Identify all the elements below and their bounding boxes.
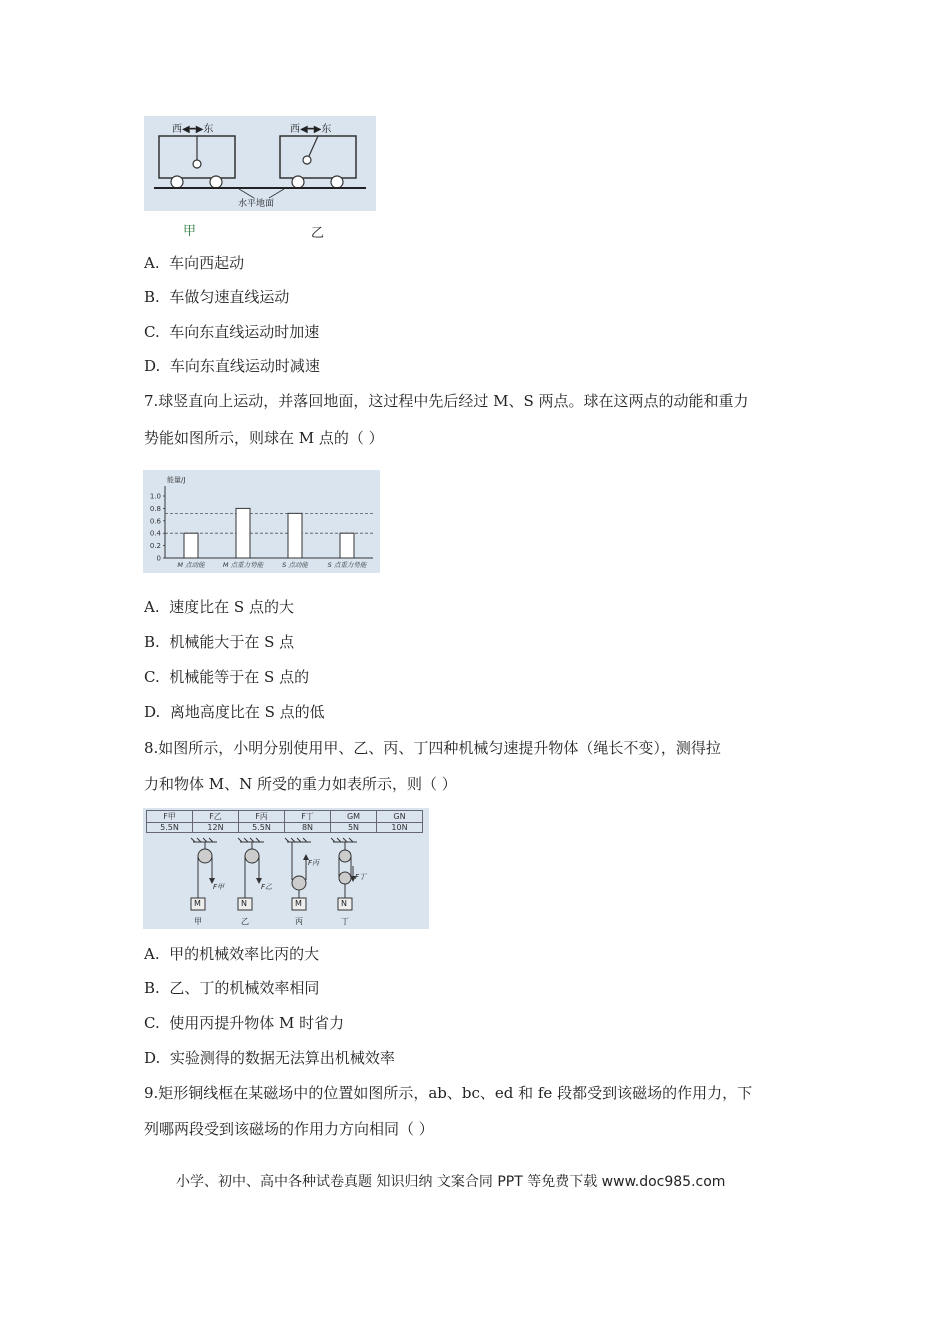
page-footer: 小学、初中、高中各种试卷真题 知识归纳 文案合同 PPT 等免费下载 www.doc985.com	[176, 1174, 726, 1190]
force-label-bing: F丙	[308, 859, 320, 867]
direction-label-left: 西◀━▶东	[172, 124, 214, 135]
energy-chart	[143, 470, 380, 573]
q8-stem-line1: 8.如图所示，小明分别使用甲、乙、丙、丁四种机械匀速提升物体（绳长不变），测得拉	[144, 739, 721, 757]
pulley-caption: 丁	[341, 917, 349, 926]
option-letter: A.	[144, 254, 160, 272]
y-tick-label: 0	[156, 554, 161, 563]
bar	[340, 533, 354, 558]
q6-option-a	[144, 253, 244, 273]
force-label-jia: F甲	[213, 883, 225, 891]
q8-option-d	[144, 1048, 395, 1068]
option-text: 离地高度比在 S 点的低	[169, 703, 325, 721]
q8-option-a	[144, 944, 319, 964]
q9-stem-line2: 列哪两段受到该磁场的作用力方向相同（ ）	[144, 1120, 434, 1138]
q7-stem-line1: 7.球竖直向上运动，并落回地面，这过程中先后经过 M、S 两点。球在这两点的动能和重力	[144, 392, 749, 410]
option-text: 甲的机械效率比丙的大	[169, 945, 320, 963]
q7-option-d	[144, 702, 325, 722]
category-label: S 点动能	[282, 561, 308, 569]
option-letter: C.	[144, 323, 160, 341]
table-cell: 5.5N	[147, 823, 193, 833]
category-label: M 点重力势能	[222, 561, 264, 569]
y-axis-label: 能量/J	[167, 476, 186, 484]
table-header-cell: F乙	[193, 811, 239, 823]
y-tick-label: 1.0	[149, 492, 161, 501]
option-letter: D.	[144, 703, 161, 721]
option-text: 车做匀速直线运动	[169, 288, 290, 306]
force-label-ding: F丁	[355, 873, 367, 881]
caption-yi: 乙	[311, 226, 325, 241]
q6-option-c	[144, 322, 319, 342]
option-letter: B.	[144, 979, 160, 997]
category-label: M 点动能	[177, 561, 205, 569]
option-text: 车向西起动	[169, 254, 245, 272]
y-tick-label: 0.2	[149, 542, 161, 551]
option-letter: A.	[144, 598, 160, 616]
pulley-figure	[143, 808, 429, 929]
pulley-caption: 丙	[295, 917, 303, 926]
force-label-yi: F乙	[261, 883, 273, 891]
table-cell: 8N	[285, 823, 331, 833]
caption-jia: 甲	[183, 224, 197, 239]
category-label: S 点重力势能	[327, 561, 367, 569]
bar	[184, 533, 198, 558]
pulley-caption: 乙	[241, 917, 249, 926]
option-letter: D.	[144, 1049, 161, 1067]
option-letter: A.	[144, 945, 160, 963]
y-tick-label: 0.4	[149, 529, 161, 538]
bar	[236, 508, 250, 558]
block-label: N	[341, 899, 347, 908]
pulley-caption: 甲	[194, 917, 202, 926]
energy-chart-svg	[143, 470, 380, 573]
q8-option-c	[144, 1013, 344, 1033]
table-header-cell: GN	[377, 811, 423, 823]
option-text: 机械能等于在 S 点的	[169, 668, 310, 686]
option-letter: C.	[144, 668, 160, 686]
cart-figure	[144, 116, 376, 211]
q9-stem-line1: 9.矩形铜线框在某磁场中的位置如图所示，ab、bc、ed 和 fe 段都受到该磁场的作用力，下	[144, 1084, 753, 1102]
option-text: 速度比在 S 点的大	[169, 598, 294, 616]
q7-option-b	[144, 632, 294, 652]
y-tick-label: 0.6	[149, 517, 161, 526]
ground-label: 水平地面	[238, 199, 275, 209]
table-cell: 10N	[377, 823, 423, 833]
bar	[288, 513, 302, 558]
block-label: N	[241, 899, 247, 908]
table-cell: 12N	[193, 823, 239, 833]
option-text: 车向东直线运动时加速	[169, 323, 320, 341]
block-label: M	[295, 899, 302, 908]
direction-label-right: 西◀━▶东	[290, 124, 332, 135]
q7-stem-line2: 势能如图所示，则球在 M 点的（ ）	[144, 429, 384, 447]
table-header-cell: F甲	[147, 811, 193, 823]
option-text: 机械能大于在 S 点	[169, 633, 295, 651]
q8-option-b	[144, 978, 319, 998]
option-letter: B.	[144, 633, 160, 651]
option-text: 实验测得的数据无法算出机械效率	[169, 1049, 395, 1067]
y-tick-label: 0.8	[149, 504, 161, 513]
option-text: 使用丙提升物体 M 时省力	[169, 1014, 345, 1032]
q8-stem-line2: 力和物体 M、N 所受的重力如表所示，则（ ）	[144, 775, 457, 793]
table-header-cell: GM	[331, 811, 377, 823]
table-cell: 5N	[331, 823, 377, 833]
q6-option-b	[144, 287, 289, 307]
table-header-cell: F丁	[285, 811, 331, 823]
option-letter: B.	[144, 288, 160, 306]
option-letter: C.	[144, 1014, 160, 1032]
table-header-cell: F丙	[239, 811, 285, 823]
q7-option-a	[144, 597, 294, 617]
pulley-diagram	[143, 808, 429, 929]
option-letter: D.	[144, 357, 161, 375]
option-text: 乙、丁的机械效率相同	[169, 979, 320, 997]
table-cell: 5.5N	[239, 823, 285, 833]
q6-option-d	[144, 356, 320, 376]
option-text: 车向东直线运动时减速	[169, 357, 320, 375]
q7-option-c	[144, 667, 309, 687]
block-label: M	[194, 899, 201, 908]
